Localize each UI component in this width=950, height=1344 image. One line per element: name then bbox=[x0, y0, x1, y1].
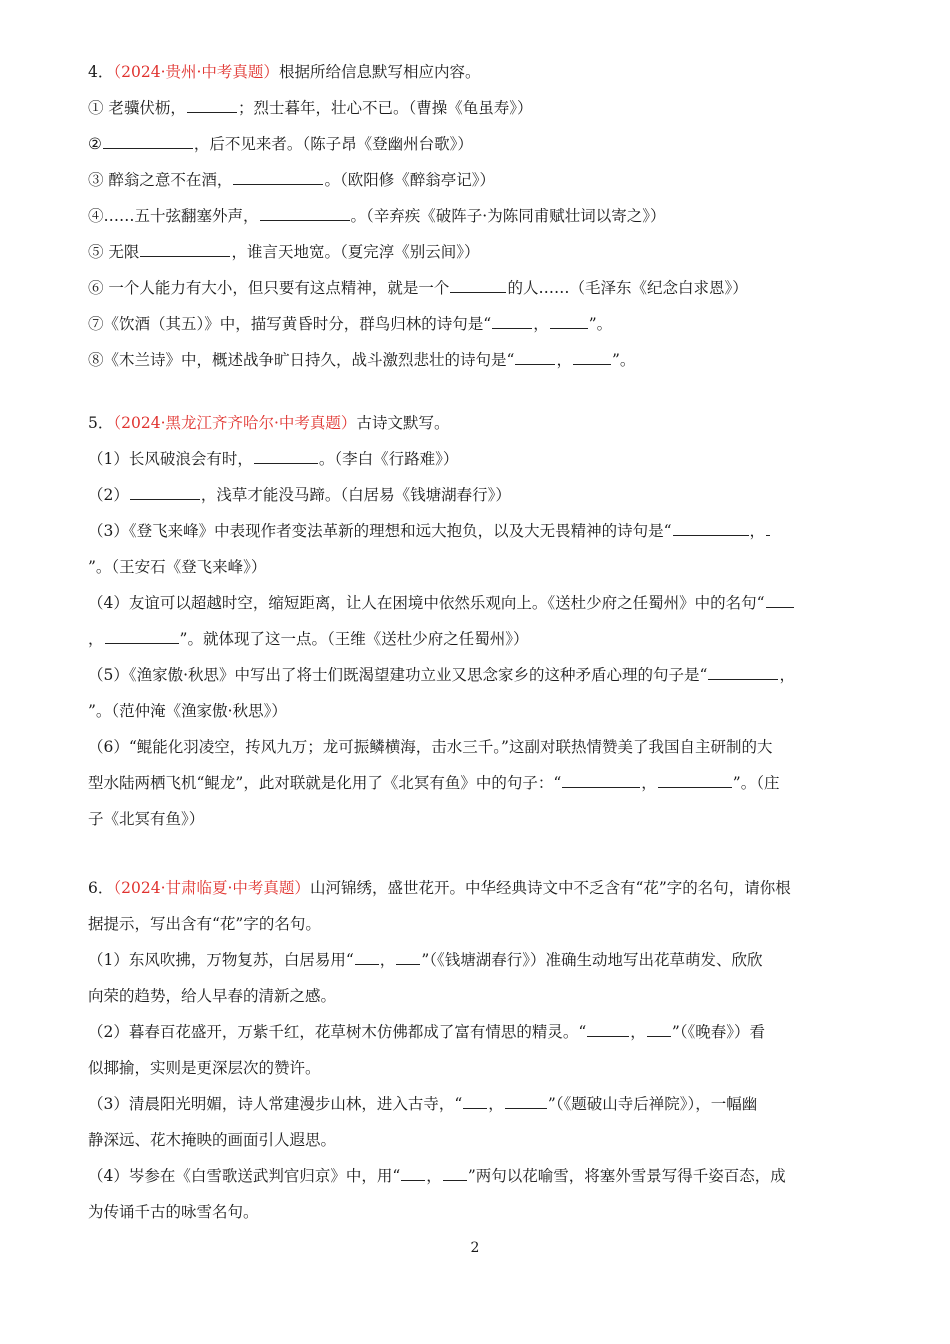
line-text: 的人……（毛泽东《纪念白求恩》） bbox=[507, 279, 748, 297]
line-text: 据提示，写出含有“花”字的名句。 bbox=[88, 915, 321, 933]
question-line bbox=[88, 585, 868, 621]
line-text: ③ 醉翁之意不在酒， bbox=[88, 171, 233, 189]
answer-blank[interactable] bbox=[450, 278, 506, 293]
line-text: （4）友谊可以超越时空，缩短距离，让人在困境中依然乐观向上。《送杜少府之任蜀州》中的名句“ bbox=[88, 594, 765, 612]
question-line bbox=[88, 477, 868, 513]
answer-blank[interactable] bbox=[550, 314, 588, 329]
answer-blank[interactable] bbox=[105, 629, 179, 644]
question-4 bbox=[88, 54, 868, 378]
line-text: ⑦《饮酒（其五）》中，描写黄昏时分，群鸟归林的诗句是“ bbox=[88, 315, 492, 333]
answer-blank[interactable] bbox=[254, 449, 318, 464]
question-line bbox=[88, 1194, 868, 1230]
line-text: ， bbox=[641, 774, 657, 792]
line-text: ⑥ 一个人能力有大小，但只要有这点精神，就是一个 bbox=[88, 279, 450, 297]
answer-blank[interactable] bbox=[766, 521, 770, 536]
line-text: 。（辛弃疾《破阵子·为陈同甫赋壮词以寄之》） bbox=[350, 207, 666, 225]
question-line bbox=[88, 126, 868, 162]
question-line bbox=[88, 270, 868, 306]
line-text: ， bbox=[779, 666, 795, 684]
line-text: ， bbox=[426, 1167, 442, 1185]
question-line bbox=[88, 162, 868, 198]
answer-blank[interactable] bbox=[766, 593, 794, 608]
line-text: （4）岑参在《白雪歌送武判官归京》中，用“ bbox=[88, 1167, 401, 1185]
question-prompt: 根据所给信息默写相应内容。 bbox=[278, 63, 481, 81]
page-number: 2 bbox=[470, 1240, 480, 1256]
line-text: ；烈士暮年，壮心不已。（曹操《龟虽寿》） bbox=[237, 99, 533, 117]
question-line bbox=[88, 942, 868, 978]
question-6 bbox=[88, 870, 868, 1230]
answer-blank[interactable] bbox=[130, 485, 200, 500]
question-line bbox=[88, 1158, 868, 1194]
answer-blank[interactable] bbox=[140, 242, 230, 257]
question-line bbox=[88, 549, 868, 585]
line-text: （1）东风吹拂，万物复苏，白居易用“ bbox=[88, 951, 354, 969]
line-text: ”。（范仲淹《渔家傲·秋思》） bbox=[88, 702, 287, 720]
line-text: ① 老骥伏枥， bbox=[88, 99, 186, 117]
question-line bbox=[88, 906, 868, 942]
question-line bbox=[88, 198, 868, 234]
line-text: ， bbox=[749, 522, 766, 540]
line-text: ，浅草才能没马蹄。（白居易《钱塘湖春行》） bbox=[200, 486, 511, 504]
question-line bbox=[88, 90, 868, 126]
line-text: ，后不见来者。（陈子昂《登幽州台歌》） bbox=[193, 135, 473, 153]
answer-blank[interactable] bbox=[515, 350, 555, 365]
line-text: 静深远、花木掩映的画面引人遐思。 bbox=[88, 1131, 337, 1149]
question-line bbox=[88, 1122, 868, 1158]
answer-blank[interactable] bbox=[443, 1166, 467, 1181]
question-line bbox=[88, 801, 868, 837]
answer-blank[interactable] bbox=[103, 134, 193, 149]
answer-blank[interactable] bbox=[587, 1022, 629, 1037]
question-header bbox=[88, 54, 868, 90]
answer-blank[interactable] bbox=[233, 170, 323, 185]
line-text: ”（《题破山寺后禅院》），一幅幽 bbox=[547, 1095, 758, 1113]
line-text: ”两句以花喻雪，将塞外雪景写得千姿百态，成 bbox=[467, 1167, 786, 1185]
line-text: ”（《钱塘湖春行》）准确生动地写出花草萌发、欣欣 bbox=[421, 951, 763, 969]
question-source: （2024·贵州·中考真题） bbox=[113, 63, 279, 81]
question-header bbox=[88, 870, 868, 906]
line-text: ⑧《木兰诗》中，概述战争旷日持久，战斗激烈悲壮的诗句是“ bbox=[88, 351, 515, 369]
question-5 bbox=[88, 405, 868, 837]
line-text: ④……五十弦翻塞外声， bbox=[88, 207, 259, 225]
question-prompt: 古诗文默写。 bbox=[356, 414, 450, 432]
question-number: 4． bbox=[88, 63, 114, 81]
line-text: ”。（王安石《登飞来峰》） bbox=[88, 558, 267, 576]
line-text: ”（《晚春》）看 bbox=[671, 1023, 765, 1041]
answer-blank[interactable] bbox=[573, 350, 611, 365]
question-source: （2024·甘肃临夏·中考真题） bbox=[113, 879, 310, 897]
question-number: 6． bbox=[88, 879, 114, 897]
line-text: ”。 bbox=[611, 351, 636, 369]
line-text: ， bbox=[630, 1023, 646, 1041]
line-text: ， bbox=[488, 1095, 504, 1113]
line-text: ”。 bbox=[588, 315, 613, 333]
question-line bbox=[88, 1086, 868, 1122]
line-text: ⑤ 无限 bbox=[88, 243, 140, 261]
line-text: 。（欧阳修《醉翁亭记》） bbox=[324, 171, 495, 189]
answer-blank[interactable] bbox=[492, 314, 532, 329]
line-text: （2） bbox=[88, 486, 129, 504]
answer-blank[interactable] bbox=[505, 1094, 547, 1109]
line-text: （2）暮春百花盛开，万紫千红，花草树木仿佛都成了富有情思的精灵。“ bbox=[88, 1023, 587, 1041]
answer-blank[interactable] bbox=[463, 1094, 487, 1109]
line-text: （6）“鲲能化羽凌空，抟风九万；龙可振鳞横海，击水三千。”这副对联热情赞美了我国自主研制的大 bbox=[88, 738, 773, 756]
answer-blank[interactable] bbox=[708, 665, 778, 680]
question-line bbox=[88, 441, 868, 477]
question-source: （2024·黑龙江齐齐哈尔·中考真题） bbox=[113, 414, 357, 432]
line-text: （3）清晨阳光明媚，诗人常建漫步山林，进入古寺，“ bbox=[88, 1095, 463, 1113]
question-line bbox=[88, 1050, 868, 1086]
answer-blank[interactable] bbox=[658, 773, 732, 788]
line-text: （3）《登飞来峰》中表现作者变法革新的理想和远大抱负，以及大无畏精神的诗句是“ bbox=[88, 522, 672, 540]
question-line bbox=[88, 306, 868, 342]
answer-blank[interactable] bbox=[562, 773, 640, 788]
line-text: 。（李白《行路难》） bbox=[318, 450, 459, 468]
line-text: ”。就体现了这一点。（王维《送杜少府之任蜀州》） bbox=[179, 630, 529, 648]
line-text: ， bbox=[88, 630, 104, 648]
question-line bbox=[88, 234, 868, 270]
question-line bbox=[88, 978, 868, 1014]
line-text: 向荣的趋势，给人早春的清新之感。 bbox=[88, 987, 337, 1005]
line-text: ”。（庄 bbox=[732, 774, 780, 792]
line-text: ② bbox=[88, 135, 102, 153]
line-text: 似揶揄，实则是更深层次的赞许。 bbox=[88, 1059, 321, 1077]
question-line bbox=[88, 729, 868, 765]
answer-blank[interactable] bbox=[401, 1166, 425, 1181]
question-number: 5． bbox=[88, 414, 114, 432]
answer-blank[interactable] bbox=[187, 98, 237, 113]
question-line bbox=[88, 693, 868, 729]
answer-blank[interactable] bbox=[396, 950, 420, 965]
answer-blank[interactable] bbox=[647, 1022, 671, 1037]
question-line bbox=[88, 1014, 868, 1050]
question-line bbox=[88, 513, 868, 549]
line-text: ， bbox=[556, 351, 572, 369]
answer-blank[interactable] bbox=[355, 950, 379, 965]
question-prompt: 山河锦绣，盛世花开。中华经典诗文中不乏含有“花”字的名句，请你根 bbox=[309, 879, 791, 897]
question-line bbox=[88, 621, 868, 657]
line-text: 子《北冥有鱼》） bbox=[88, 810, 205, 828]
line-text: ， bbox=[533, 315, 549, 333]
line-text: 型水陆两栖飞机“鲲龙”，此对联就是化用了《北冥有鱼》中的句子：“ bbox=[88, 774, 562, 792]
line-text: ， bbox=[379, 951, 396, 969]
answer-blank[interactable] bbox=[260, 206, 350, 221]
line-text: 为传诵千古的咏雪名句。 bbox=[88, 1203, 259, 1221]
question-header bbox=[88, 405, 868, 441]
line-text: （5）《渔家傲·秋思》中写出了将士们既渴望建功立业又思念家乡的这种矛盾心理的句子是“ bbox=[88, 666, 708, 684]
answer-blank[interactable] bbox=[673, 521, 749, 536]
line-text: ，谁言天地宽。（夏完淳《别云间》） bbox=[231, 243, 480, 261]
question-line bbox=[88, 342, 868, 378]
line-text: （1）长风破浪会有时， bbox=[88, 450, 253, 468]
question-line bbox=[88, 657, 868, 693]
question-line bbox=[88, 765, 868, 801]
